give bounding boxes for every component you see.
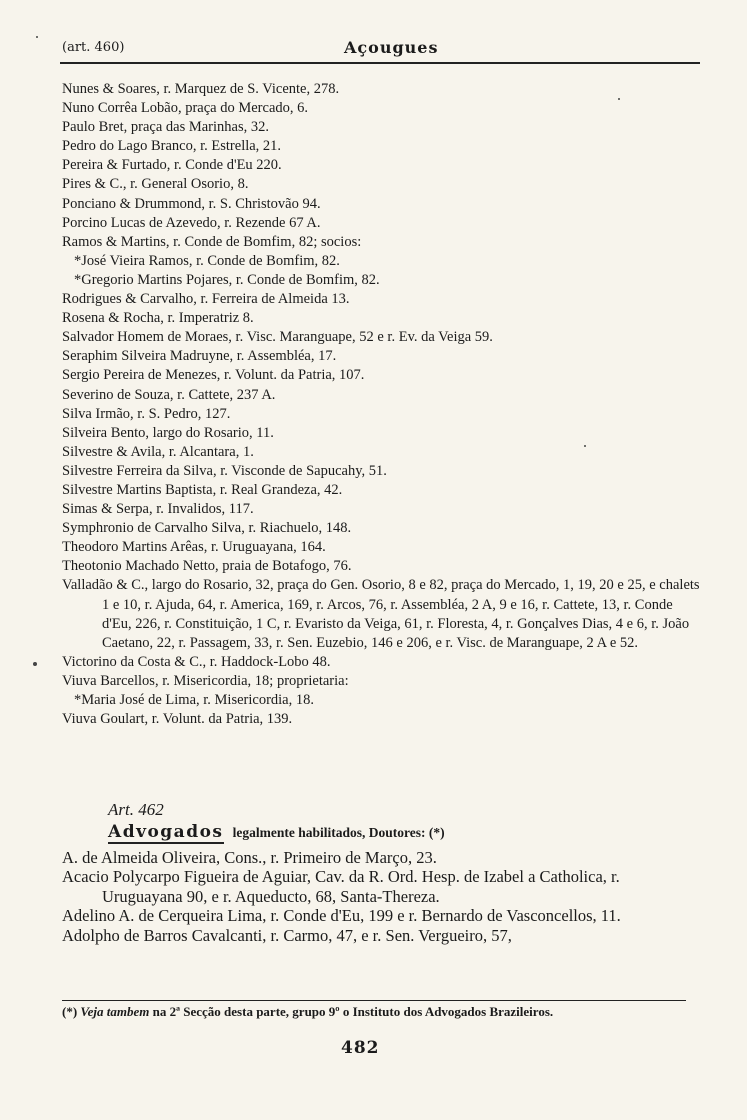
list-item: Rosena & Rocha, r. Imperatriz 8. — [62, 310, 254, 327]
list-item: Nuno Corrêa Lobão, praça do Mercado, 6. — [62, 100, 309, 117]
list-item: Adolpho de Barros Cavalcanti, r. Carmo, 47, e r. Sen. Vergueiro, 57, — [62, 925, 512, 945]
list-item: Silvestre Martins Baptista, r. Real Grandeza, 42. — [62, 481, 343, 498]
list-item: Simas & Serpa, r. Invalidos, 117. — [62, 501, 254, 518]
list-item: Theotonio Machado Netto, praia de Botafogo, 76. — [62, 558, 352, 575]
advogados-list — [62, 848, 698, 945]
list-item: Silvestre Ferreira da Silva, r. Visconde de Sapucahy, 51. — [62, 462, 387, 479]
page-number: 482 — [341, 1038, 380, 1058]
footnote-rule — [62, 1000, 686, 1001]
list-item: Viuva Goulart, r. Volunt. da Patria, 139. — [62, 711, 293, 728]
list-item: Symphronio de Carvalho Silva, r. Riachuelo, 148. — [62, 520, 352, 537]
list-item: Porcino Lucas de Azevedo, r. Rezende 67 A. — [62, 214, 321, 231]
list-item: Paulo Bret, praça das Marinhas, 32. — [62, 119, 269, 136]
list-item: Theodoro Martins Arêas, r. Uruguayana, 164. — [62, 539, 326, 556]
list-item: Valladão & C., largo do Rosario, 32, praça do Gen. Osorio, 8 e 82, praça do Mercado, 1, 19, 20 e 25, e chalets 1 e 10, r. Ajuda, 64, r. America, 169, r. Arcos, 76, r. Assembléa, 2 A, 9 e 16, r. Cattete, 13, r. Conde d'Eu, 226, r. Constituição, 1 C, r. Evaristo da Veiga, 61, r. Floresta, 4, r. Gonçalves Dias, 4 e 6, r. João Caetano, 22, r. Passagem, 33, r. Sen. Euzebio, 146 e 206, e r. Visc. de Maranguape, 2 A e 52. — [62, 577, 700, 651]
list-item-proprietaria: *Maria José de Lima, r. Misericordia, 18. — [74, 692, 314, 708]
section-subtitle: legalmente habilitados, Doutores: (*) — [232, 825, 445, 840]
article-number: Art. 462 — [108, 800, 164, 819]
list-item: Pereira & Furtado, r. Conde d'Eu 220. — [62, 157, 282, 174]
header-title: Açougues — [344, 38, 439, 57]
list-item: Sergio Pereira de Menezes, r. Volunt. da Patria, 107. — [62, 367, 365, 384]
list-item: Pires & C., r. General Osorio, 8. — [62, 176, 249, 193]
footnote-italic: Veja tambem — [80, 1004, 150, 1019]
list-item: Acacio Polycarpo Figueira de Aguiar, Cav. da R. Ord. Hesp. de Izabel a Catholica, r. Uruguayana 90, e r. Aqueducto, 68, Santa-Thereza. — [62, 867, 620, 906]
list-item: Ponciano & Drummond, r. S. Christovão 94. — [62, 195, 321, 212]
header-article-ref: (art. 460) — [62, 40, 125, 55]
list-item-socio: *Gregorio Martins Pojares, r. Conde de Bomfim, 82. — [74, 271, 380, 288]
list-item-socio: *José Vieira Ramos, r. Conde de Bomfim, 82. — [74, 252, 340, 269]
list-item: Pedro do Lago Branco, r. Estrella, 21. — [62, 138, 282, 155]
list-item: Silvestre & Avila, r. Alcantara, 1. — [62, 443, 254, 460]
scan-speck — [584, 445, 586, 447]
footnote — [62, 1004, 692, 1019]
footnote-mark: (*) — [62, 1004, 78, 1019]
list-item: Victorino da Costa & C., r. Haddock-Lobo 48. — [62, 653, 331, 670]
list-item: Salvador Homem de Moraes, r. Visc. Maranguape, 52 e r. Ev. da Veiga 59. — [62, 329, 493, 346]
scan-speck — [36, 36, 38, 38]
list-item: Adelino A. de Cerqueira Lima, r. Conde d'Eu, 199 e r. Bernardo de Vasconcellos, 11. — [62, 906, 621, 926]
list-item: Silva Irmão, r. S. Pedro, 127. — [62, 405, 231, 422]
list-item: Nunes & Soares, r. Marquez de S. Vicente, 278. — [62, 81, 340, 97]
list-item: Ramos & Martins, r. Conde de Bomfim, 82; socios: — [62, 233, 362, 250]
list-item: Silveira Bento, largo do Rosario, 11. — [62, 424, 274, 441]
header-rule — [60, 62, 700, 64]
section-heading — [108, 822, 445, 842]
scan-speck — [33, 662, 37, 666]
section-title: Advogados — [108, 822, 224, 842]
list-item: Severino de Souza, r. Cattete, 237 A. — [62, 386, 276, 403]
list-item: Seraphim Silveira Madruyne, r. Assembléa, 17. — [62, 348, 337, 365]
footnote-text: na 2ª Secção desta parte, grupo 9º o Instituto dos Advogados Brazileiros. — [152, 1004, 554, 1019]
list-item: Rodrigues & Carvalho, r. Ferreira de Almeida 13. — [62, 291, 350, 308]
list-item: Viuva Barcellos, r. Misericordia, 18; proprietaria: — [62, 672, 349, 689]
list-item: A. de Almeida Oliveira, Cons., r. Primeiro de Março, 23. — [62, 848, 437, 867]
acougues-list — [62, 80, 702, 729]
scan-speck — [618, 98, 620, 100]
